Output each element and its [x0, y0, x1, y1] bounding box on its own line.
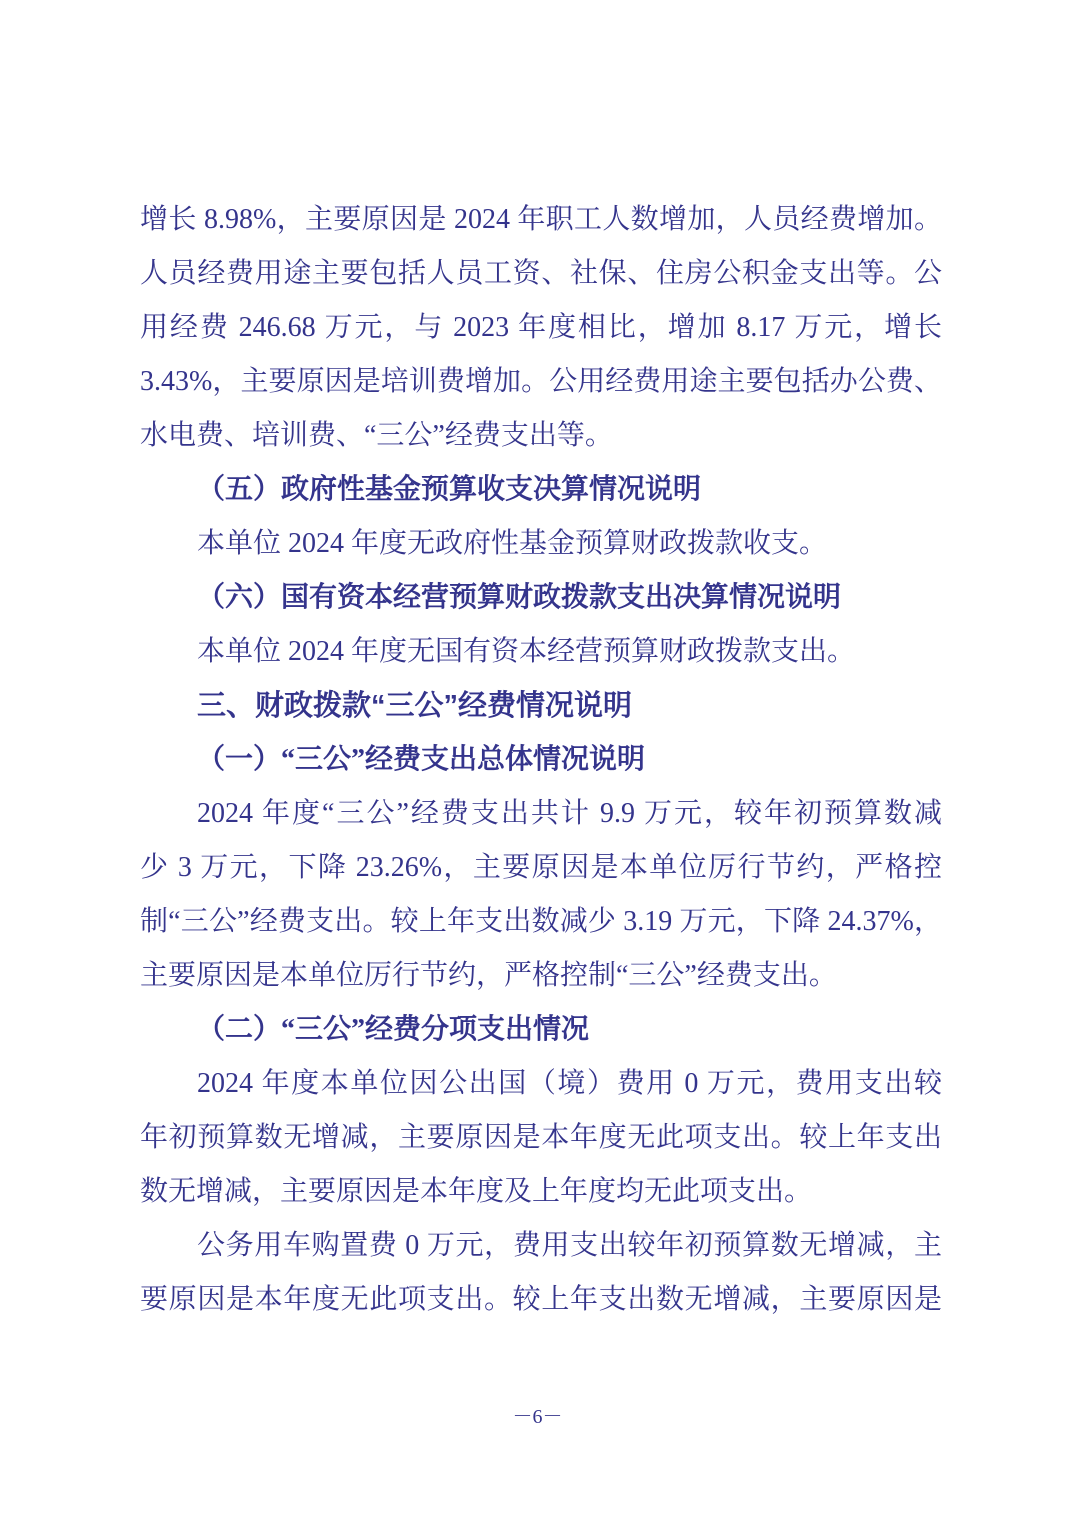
doc-line: 主要原因是本单位厉行节约，严格控制“三公”经费支出。 [140, 960, 837, 991]
page-number: －6－ [512, 1406, 563, 1428]
doc-line: 2024 年度本单位因公出国（境）费用 0 万元，费用支出较 [197, 1068, 942, 1099]
doc-line: 数无增减，主要原因是本年度及上年度均无此项支出。 [140, 1176, 813, 1207]
section-heading: （一）“三公”经费支出总体情况说明 [197, 744, 646, 775]
section-heading: （二）“三公”经费分项支出情况 [197, 1014, 590, 1045]
doc-line: 用经费 246.68 万元，与 2023 年度相比，增加 8.17 万元，增长 [140, 312, 942, 343]
doc-line: 要原因是本年度无此项支出。较上年支出数无增减，主要原因是 [140, 1284, 942, 1315]
doc-line: 人员经费用途主要包括人员工资、社保、住房公积金支出等。公 [140, 258, 942, 289]
section-heading: （六）国有资本经营预算财政拨款支出决算情况说明 [197, 582, 842, 613]
doc-line: 水电费、培训费、“三公”经费支出等。 [140, 420, 613, 451]
doc-line: 2024 年度“三公”经费支出共计 9.9 万元，较年初预算数减 [197, 798, 942, 829]
chapter-heading: 三、财政拨款“三公”经费情况说明 [197, 690, 633, 722]
doc-line: 少 3 万元，下降 23.26%，主要原因是本单位厉行节约，严格控 [140, 852, 942, 883]
doc-line: 3.43%，主要原因是培训费增加。公用经费用途主要包括办公费、 [140, 366, 942, 397]
section-heading: （五）政府性基金预算收支决算情况说明 [197, 474, 702, 505]
doc-line: 公务用车购置费 0 万元，费用支出较年初预算数无增减，主 [197, 1230, 942, 1261]
page-footer [0, 1402, 1075, 1432]
doc-line: 本单位 2024 年度无国有资本经营预算财政拨款支出。 [197, 636, 856, 667]
doc-line: 年初预算数无增减，主要原因是本年度无此项支出。较上年支出 [140, 1122, 942, 1153]
doc-line: 制“三公”经费支出。较上年支出数减少 3.19 万元，下降 24.37%， [140, 906, 942, 937]
text-column [140, 193, 942, 1327]
doc-line: 本单位 2024 年度无政府性基金预算财政拨款收支。 [197, 528, 828, 559]
doc-line: 增长 8.98%，主要原因是 2024 年职工人数增加，人员经费增加。 [140, 204, 942, 235]
